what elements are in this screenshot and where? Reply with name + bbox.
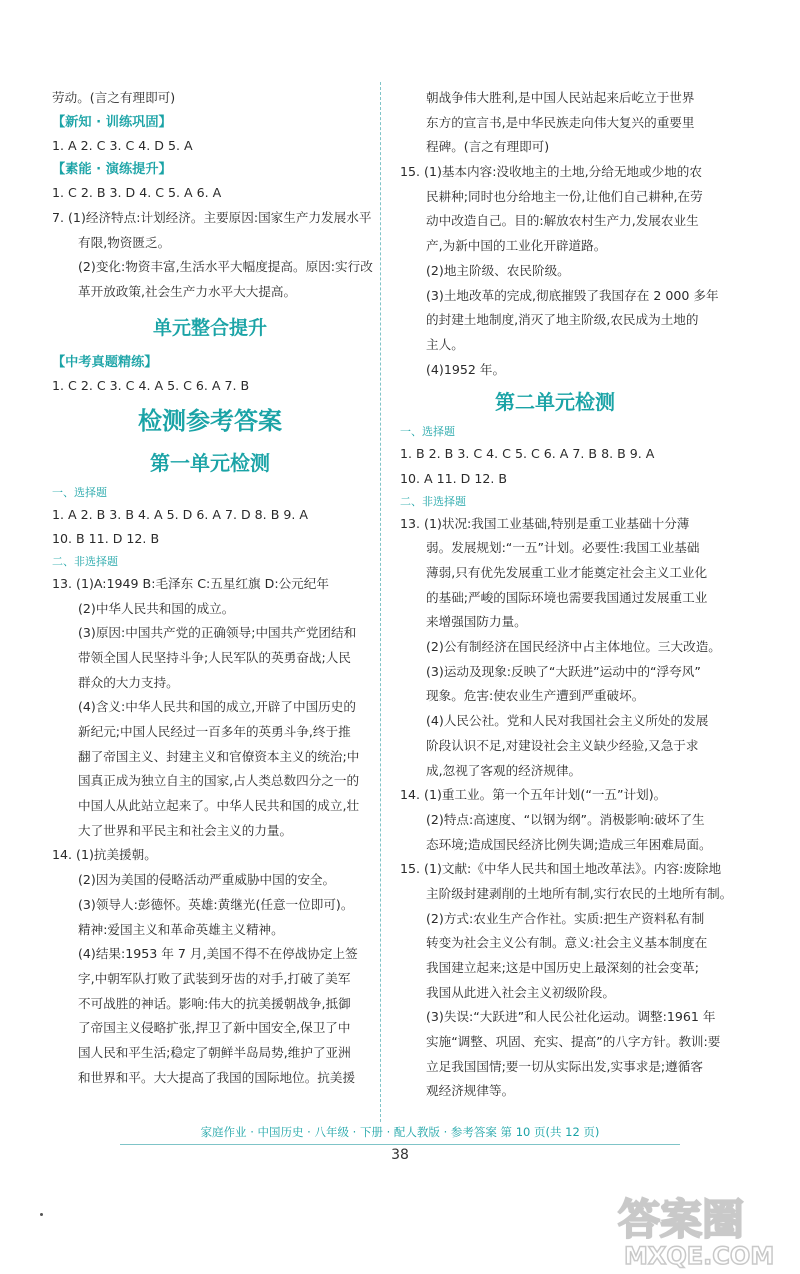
answer-line: (4)含义:中华人民共和国的成立,开辟了中国历史的 [78,699,356,715]
answer-line: (2)因为美国的侵略活动严重威胁中国的安全。 [78,872,336,888]
answer-line: 15. (1)基本内容:没收地主的土地,分给无地或少地的农 [400,164,702,180]
answer-line: 带领全国人民坚持斗争;人民军队的英勇奋战;人民 [78,649,351,665]
unit-heading: 第二单元检测 [495,390,615,415]
answer-line: (4)结果:1953 年 7 月,美国不得不在停战协定上签 [78,946,358,962]
subsection-label: 二、非选择题 [400,494,466,508]
answer-line: (2)地主阶级、农民阶级。 [426,262,570,278]
page-number: 38 [391,1147,409,1163]
answer-line: 1. C 2. C 3. C 4. A 5. C 6. A 7. B [52,377,250,393]
subsection-label: 一、选择题 [52,485,107,499]
answer-line: 新纪元;中国人民经过一百多年的英勇斗争,终于推 [78,724,351,739]
answer-line: (4)人民公社。党和人民对我国社会主义所处的发展 [426,713,709,729]
answer-line: 15. (1)文献:《中华人民共和国土地改革法》。内容:废除地 [400,861,722,877]
watermark-logo [608,1186,778,1270]
answer-line: 立足我国国情;要一切从实际出发,实事求是;遵循客 [426,1058,703,1074]
answer-line: 1. A 2. B 3. B 4. A 5. D 6. A 7. D 8. B 9. A [52,506,308,522]
answer-line: (3)原因:中国共产党的正确领导;中国共产党团结和 [78,625,357,641]
answer-line: 朝战争伟大胜利,是中国人民站起来后屹立于世界 [426,90,695,105]
answer-line: 现象。危害:使农业生产遭到严重破坏。 [426,688,645,704]
answer-line: 1. B 2. B 3. C 4. C 5. C 6. A 7. B 8. B 9. A [400,446,655,462]
answer-line: (3)领导人:彭德怀。英雄:黄继光(任意一位即可)。 [78,896,354,912]
answer-line: 主人。 [426,336,464,352]
answer-line: 群众的大力支持。 [78,674,179,690]
answer-line: (2)中华人民共和国的成立。 [78,600,235,616]
answer-line: 态环境;造成国民经济比例失调;造成三年困难局面。 [426,836,712,852]
left-column [52,86,373,1090]
answer-line: 10. B 11. D 12. B [52,531,160,547]
footer-running-text: 家庭作业 · 中国历史 · 八年级 · 下册 · 配人教版 · 参考答案 第 10 页(共 12 页) [200,1125,600,1139]
answer-line: 10. A 11. D 12. B [400,470,508,486]
answer-line: (2)特点:高速度、“以钢为纲”。消极影响:破坏了生 [426,811,705,827]
answer-line: 实施“调整、巩固、充实、提高”的八字方针。教训:要 [426,1034,721,1050]
answer-line: 14. (1)抗美援朝。 [52,847,157,863]
subsection-label: 一、选择题 [400,425,455,439]
answer-line: 中国人从此站立起来了。中华人民共和国的成立,壮 [78,798,360,814]
answer-line: 13. (1)状况:我国工业基础,特别是重工业基础十分薄 [400,515,690,531]
answer-line: 不可战胜的神话。影响:伟大的抗美援朝战争,抵御 [78,995,351,1011]
answer-line: 有限,物资匮乏。 [78,234,171,250]
answer-line: 1. C 2. B 3. D 4. C 5. A 6. A [52,185,222,201]
answer-line: 转变为社会主义公有制。意义:社会主义基本制度在 [426,935,708,951]
answer-line: 劳动。(言之有理即可) [52,90,176,105]
page-footer [120,1122,680,1165]
answer-line: 14. (1)重工业。第一个五年计划(“一五”计划)。 [400,787,667,803]
answer-line: (2)变化:物资丰富,生活水平大幅度提高。原因:实行改 [78,259,373,275]
answer-line: (3)运动及现象:反映了“大跃进”运动中的“浮夸风” [426,663,701,679]
answer-line: 1. A 2. C 3. C 4. D 5. A [52,137,193,153]
answer-line: 国人民和平生活;稳定了朝鲜半岛局势,维护了亚洲 [78,1044,351,1060]
answer-line: 精神:爱国主义和革命英雄主义精神。 [78,921,284,937]
watermark-sub-text: MXQE.COM [624,1242,775,1270]
answer-line: 国真正成为独立自主的国家,占人类总数四分之一的 [78,773,360,789]
answer-line: 我国建立起来;这是中国历史上最深刻的社会变革; [426,960,699,975]
section-tag: 【素能 · 演练提升】 [52,162,172,178]
answer-line: 我国从此进入社会主义初级阶段。 [426,984,615,1000]
section-tag: 【新知 · 训练巩固】 [52,114,172,130]
answer-line: (4)1952 年。 [426,361,506,377]
answer-line: 观经济规律等。 [426,1083,515,1099]
answer-line: 主阶级封建剥削的土地所有制,实行农民的土地所有制。 [426,885,733,901]
answer-line: 革开放政策,社会生产力水平大大提高。 [78,284,297,300]
answer-line: 产,为新中国的工业化开辟道路。 [426,238,607,254]
answer-line: 翻了帝国主义、封建主义和官僚资本主义的统治;中 [78,748,360,764]
answer-line: 了帝国主义侵略扩张,捍卫了新中国安全,保卫了中 [78,1020,351,1036]
answer-line: 动中改造自己。目的:解放农村生产力,发展农业生 [426,213,699,229]
answer-line: 和世界和平。大大提高了我国的国际地位。抗美援 [78,1069,356,1085]
column-divider [380,82,381,1122]
main-heading: 检测参考答案 [138,406,282,435]
answer-line: 薄弱,只有优先发展重工业才能奠定社会主义工业化 [426,565,708,580]
answer-line: (3)土地改革的完成,彻底摧毁了我国存在 2 000 多年 [426,287,719,303]
answer-line: (3)失误:“大跃进”和人民公社化运动。调整:1961 年 [426,1009,716,1025]
answer-line: 弱。发展规划:“一五”计划。必要性:我国工业基础 [426,540,700,556]
answer-line: 大了世界和平民主和社会主义的力量。 [78,822,293,838]
answer-line: 成,忽视了客观的经济规律。 [426,762,582,778]
right-column [400,86,733,1104]
section-heading: 单元整合提升 [152,316,267,339]
watermark-main-text: 答案圈 [618,1195,745,1244]
stray-dot [40,1213,43,1216]
answer-line: 来增强国防力量。 [426,614,527,630]
answer-line: 字,中朝军队打败了武装到牙齿的对手,打破了美军 [78,970,351,986]
answer-line: 13. (1)A:1949 B:毛泽东 C:五星红旗 D:公元纪年 [52,575,329,591]
answer-line: 的封建土地制度,消灭了地主阶级,农民成为土地的 [426,312,699,328]
answer-line: 的基础;严峻的国际环境也需要我国通过发展重工业 [426,589,708,605]
answer-line: 程碑。(言之有理即可) [426,139,550,155]
section-tag: 【中考真题精练】 [52,354,158,370]
answer-line: 民耕种;同时也分给地主一份,让他们自己耕种,在劳 [426,188,703,204]
answer-line: 阶段认识不足,对建设社会主义缺少经验,又急于求 [426,737,699,753]
answer-line: 东方的宣言书,是中华民族走向伟大复兴的重要里 [426,114,695,130]
answer-line: 7. (1)经济特点:计划经济。主要原因:国家生产力发展水平 [52,210,372,226]
answer-line: (2)方式:农业生产合作社。实质:把生产资料私有制 [426,910,705,926]
subsection-label: 二、非选择题 [52,554,118,568]
answer-line: (2)公有制经济在国民经济中占主体地位。三大改造。 [426,639,721,655]
unit-heading: 第一单元检测 [150,450,270,475]
